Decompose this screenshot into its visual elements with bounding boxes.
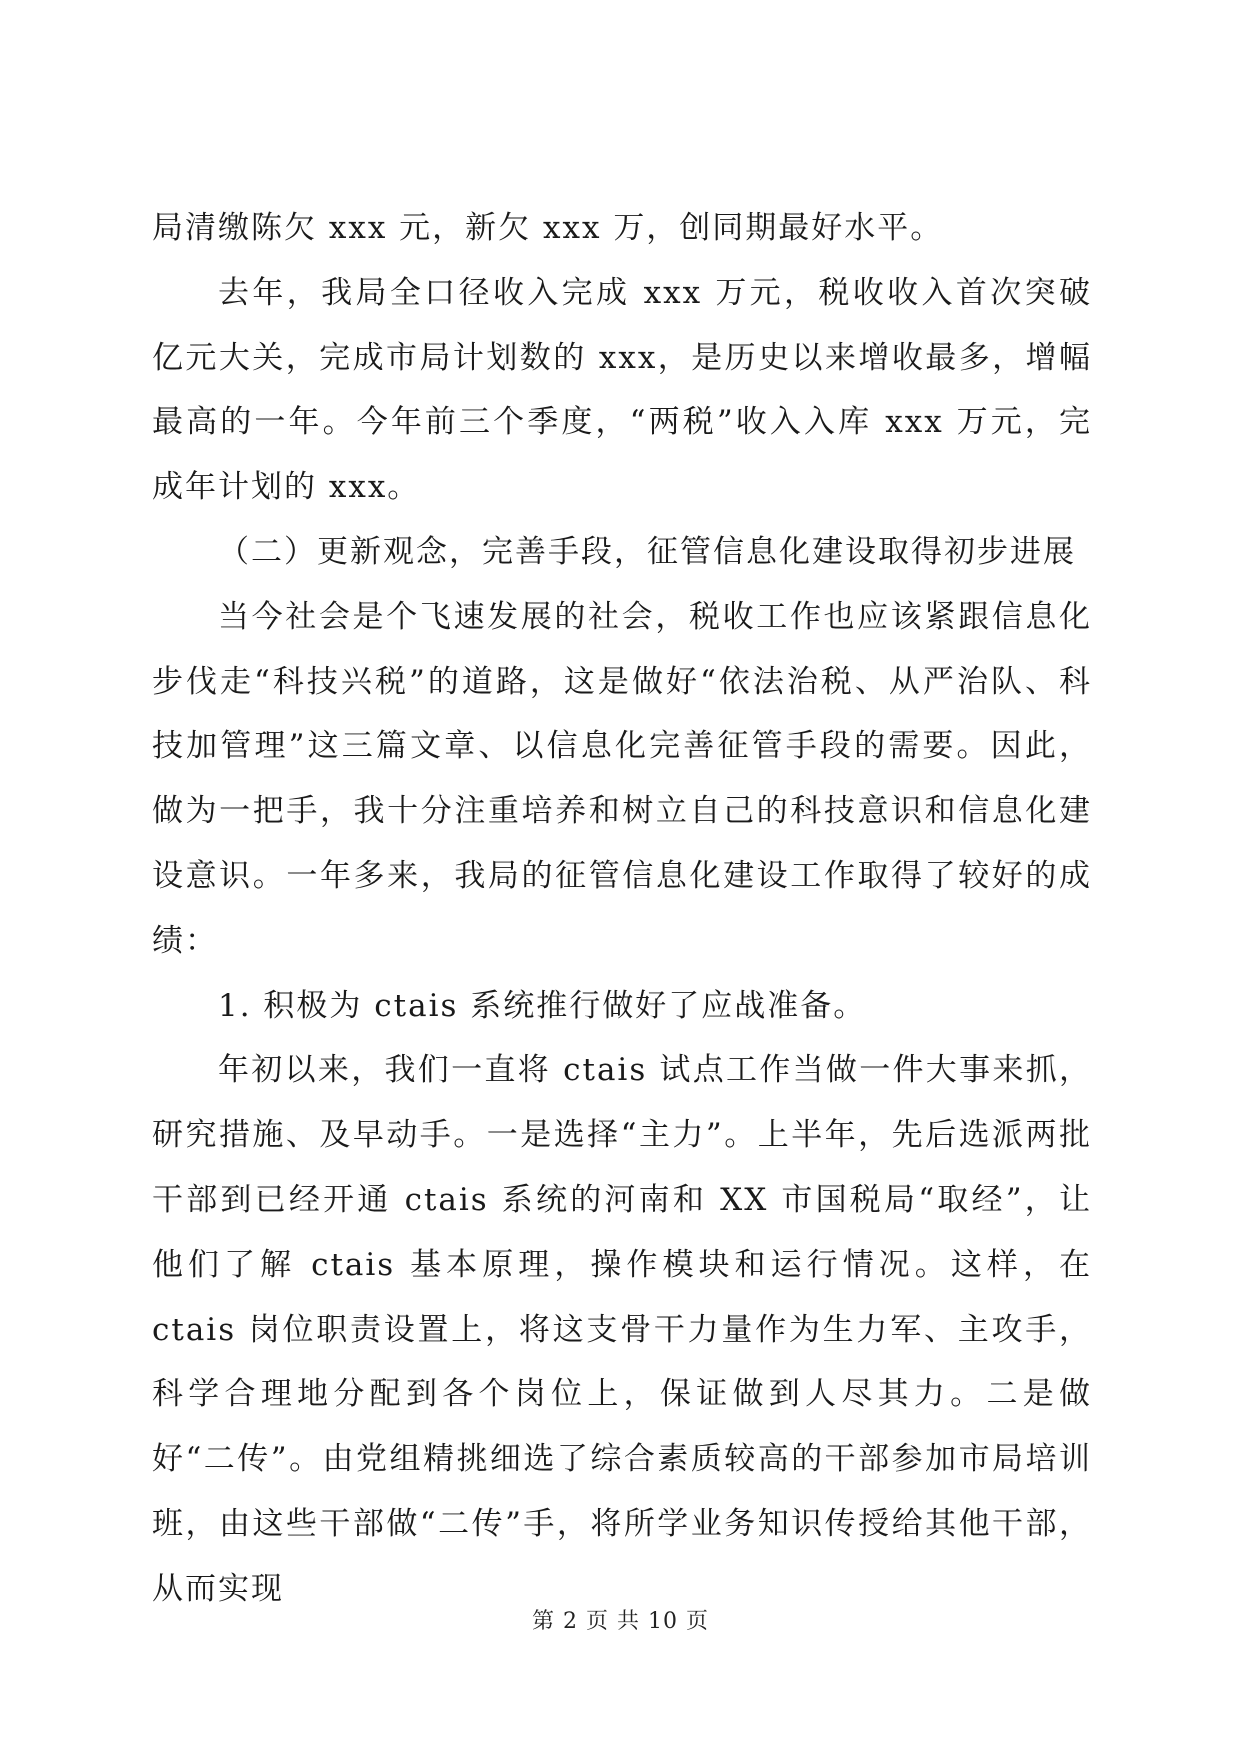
paragraph-informatization: 当今社会是个飞速发展的社会，税收工作也应该紧跟信息化步伐走“科技兴税”的道路，这是做好“依法治税、从严治队、科技加管理”这三篇文章、以信息化完善征管手段的需要。因此，做为一把手，我十分注重培养和树立自己的科技意识和信息化建设意识。一年多来，我局的征管信息化建设工作取得了较好的成绩： — [152, 598, 1092, 959]
paragraph-ctais: 年初以来，我们一直将 ctais 试点工作当做一件大事来抓，研究措施、及早动手。一是选择“主力”。上半年，先后选派两批干部到已经开通 ctais 系统的河南和 XX 市国税局“取经”，让他们了解 ctais 基本原理，操作模块和运行情况。这样，在 ctais 岗位职责设置上，将这支骨干力量作为生力军、主攻手，科学合理地分配到各个岗位上，保证做到人尽其力。二是做好“二传”。由党组精挑细选了综合素质较高的干部参加市局培训班，由这些干部做“二传”手，将所学业务知识传授给其他干部，从而实现 — [152, 1052, 1092, 1607]
paragraph-continuation: 局清缴陈欠 xxx 元，新欠 xxx 万，创同期最好水平。 — [152, 210, 944, 246]
document-body — [152, 196, 1092, 1622]
page-footer: 第 2 页 共 10 页 — [532, 1609, 709, 1634]
section-heading: （二）更新观念，完善手段，征管信息化建设取得初步进展 — [218, 533, 1076, 570]
list-item-heading: 1. 积极为 ctais 系统推行做好了应战准备。 — [218, 987, 867, 1024]
paragraph-revenue: 去年，我局全口径收入完成 xxx 万元，税收收入首次突破亿元大关，完成市局计划数的 xxx，是历史以来增收最多，增幅最高的一年。今年前三个季度，“两税”收入入库 xxx 万元，完成年计划的 xxx。 — [152, 274, 1092, 506]
